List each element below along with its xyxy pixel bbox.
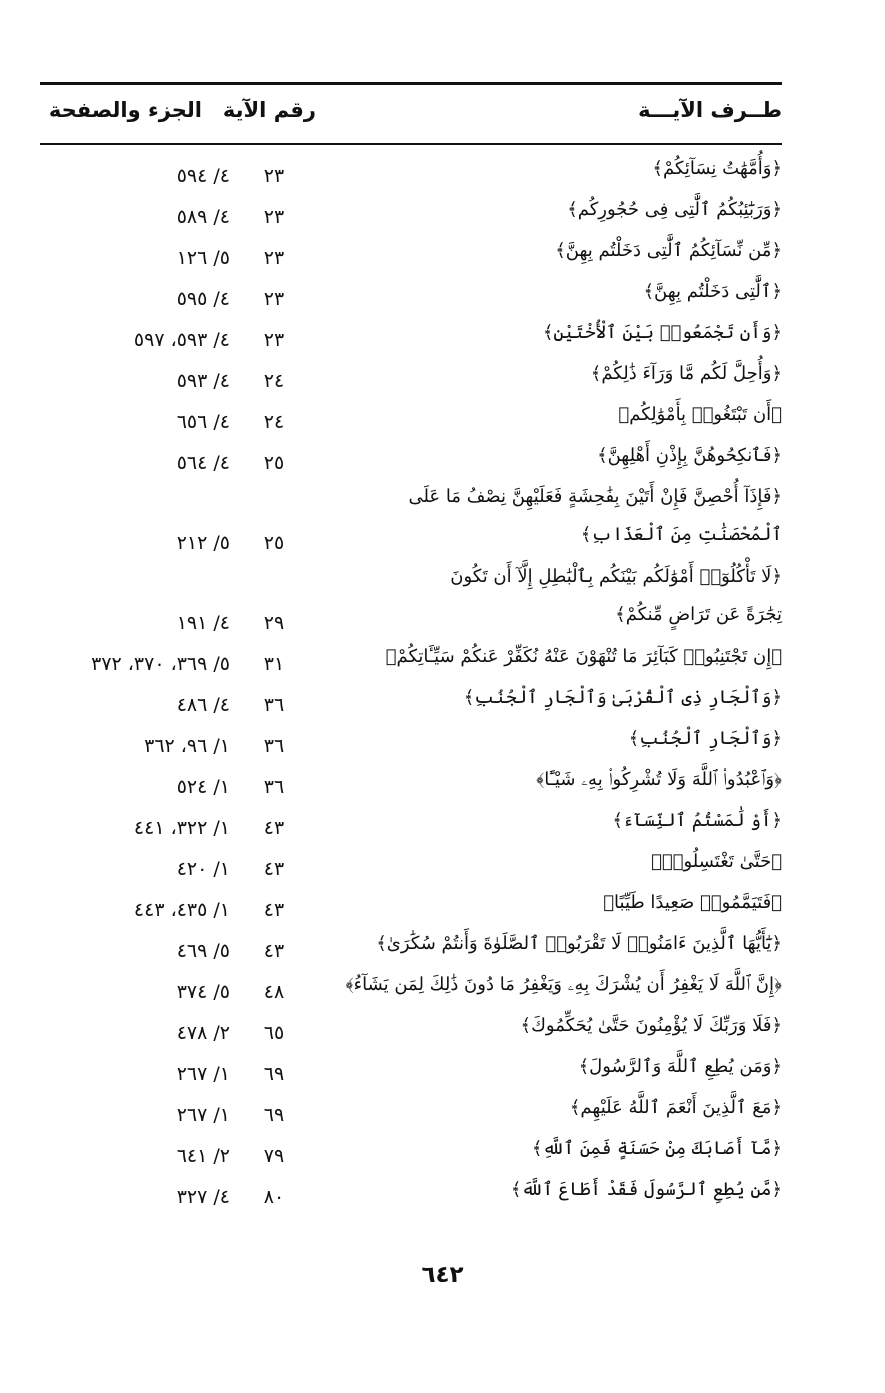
verse-number: ٢٤ bbox=[263, 411, 285, 433]
volume-page-reference: ٤/ ٥٩٣ bbox=[176, 370, 230, 392]
table-row bbox=[40, 1089, 782, 1130]
volume-page-reference: ٤/ ٥٨٩ bbox=[176, 206, 230, 228]
verse-number: ٦٩ bbox=[263, 1063, 285, 1085]
volume-page-reference: ١/ ٣٢٢، ٤٤١ bbox=[133, 817, 230, 839]
table-row bbox=[40, 1130, 782, 1171]
verse-line: ﴿وَٱعْبُدُوا۟ ٱللَّهَ وَلَا تُشْرِكُوا۟ بِهِۦ شَيْـًٔا﴾ bbox=[536, 769, 782, 790]
verse-line: ﴿فَلَا وَرَبِّكَ لَا يُؤْمِنُونَ حَتَّىٰ يُحَكِّمُوكَ﴾ bbox=[520, 1015, 782, 1036]
verse-line: ﴿وَأُحِلَّ لَكُم مَّا وَرَآءَ ذَٰلِكُمْ﴾ bbox=[590, 363, 782, 384]
verse-text bbox=[332, 966, 782, 1004]
verse-number: ٢٣ bbox=[263, 165, 285, 187]
verse-text bbox=[332, 925, 782, 963]
volume-page-column-header: الجزء والصفحة bbox=[48, 98, 202, 122]
table-row bbox=[40, 761, 782, 802]
verse-line: ﴿وَٱلْجَارِ ذِى ٱلْقُرْبَىٰ وَٱلْجَارِ ٱلْجُنُبِ﴾ bbox=[463, 687, 782, 708]
volume-page-reference: ٥/ ٣٧٤ bbox=[176, 981, 230, 1003]
verse-index-table bbox=[40, 150, 782, 1212]
verse-line: ﴿وَمَن يُطِعِ ٱللَّهَ وَٱلرَّسُولَ﴾ bbox=[578, 1056, 782, 1077]
verse-line: ﴿وَٱلْجَارِ ٱلْجُنُبِ﴾ bbox=[628, 728, 782, 749]
volume-page-reference: ١/ ٥٢٤ bbox=[176, 776, 230, 798]
verse-text bbox=[332, 761, 782, 799]
verse-text bbox=[332, 355, 782, 393]
volume-page-reference: ٤/ ٣٢٧ bbox=[176, 1186, 230, 1208]
table-row bbox=[40, 273, 782, 314]
verse-number: ٢٤ bbox=[263, 370, 285, 392]
volume-page-reference: ٢/ ٦٤١ bbox=[176, 1145, 230, 1167]
header-rule bbox=[40, 143, 782, 145]
volume-page-reference: ٤/ ٥٩٣، ٥٩٧ bbox=[133, 329, 230, 351]
volume-page-reference: ٤/ ١٩١ bbox=[176, 612, 230, 634]
verse-number: ٦٥ bbox=[263, 1022, 285, 1044]
volume-page-reference: ٤/ ٥٦٤ bbox=[176, 452, 230, 474]
verse-text bbox=[332, 478, 782, 554]
table-row bbox=[40, 802, 782, 843]
verse-text bbox=[332, 1171, 782, 1209]
verse-number: ٢٣ bbox=[263, 329, 285, 351]
verse-text bbox=[332, 232, 782, 270]
volume-page-reference: ٢/ ٤٧٨ bbox=[176, 1022, 230, 1044]
volume-page-reference: ١/ ٤٢٠ bbox=[176, 858, 230, 880]
verse-number: ٢٣ bbox=[263, 288, 285, 310]
verse-text bbox=[332, 1089, 782, 1127]
table-row bbox=[40, 884, 782, 925]
table-row bbox=[40, 558, 782, 638]
verse-line: ﴿يَٰٓأَيُّهَا ٱلَّذِينَ ءَامَنُوا۟ لَا تَقْرَبُوا۟ ٱلصَّلَوٰةَ وَأَنتُمْ سُكَٰرَىٰ﴾ bbox=[376, 933, 782, 954]
verse-line: تِجَٰرَةً عَن تَرَاضٍ مِّنكُمْ﴾ bbox=[615, 604, 782, 625]
volume-page-reference: ١/ ٢٦٧ bbox=[176, 1104, 230, 1126]
top-rule bbox=[40, 82, 782, 85]
verse-text bbox=[332, 1007, 782, 1045]
verse-number: ٦٩ bbox=[263, 1104, 285, 1126]
verse-text bbox=[332, 1048, 782, 1086]
volume-page-reference: ٥/ ٣٦٩، ٣٧٠، ٣٧٢ bbox=[91, 653, 230, 675]
verse-text bbox=[332, 679, 782, 717]
verse-line: ﴿وَرَبَٰٓئِبُكُمُ ٱلَّٰتِى فِى حُجُورِكُم﴾ bbox=[567, 199, 782, 220]
table-row bbox=[40, 679, 782, 720]
verse-text bbox=[332, 638, 782, 676]
verse-text bbox=[332, 802, 782, 840]
verse-line: ﴿مِّن نِّسَآئِكُمُ ٱلَّٰتِى دَخَلْتُم بِهِنَّ﴾ bbox=[555, 240, 782, 261]
verse-text bbox=[332, 191, 782, 229]
verse-text bbox=[332, 314, 782, 352]
verse-line: ﴿أَن تَبْتَغُوا۟ بِأَمْوَٰلِكُم﴾ bbox=[618, 404, 782, 425]
table-row bbox=[40, 638, 782, 679]
volume-page-reference: ٥/ ١٢٦ bbox=[176, 247, 230, 269]
verse-number: ٢٣ bbox=[263, 247, 285, 269]
verse-text bbox=[332, 273, 782, 311]
verse-number: ٤٣ bbox=[263, 899, 285, 921]
verse-number: ٣٦ bbox=[263, 694, 285, 716]
table-row bbox=[40, 1048, 782, 1089]
verse-line: ﴿فَتَيَمَّمُوا۟ صَعِيدًا طَيِّبًا﴾ bbox=[603, 892, 782, 913]
verse-line: ﴿وَأُمَّهَٰتُ نِسَآئِكُمْ﴾ bbox=[652, 158, 782, 179]
verse-line: ٱلْمُحْصَنَٰتِ مِنَ ٱلْعَذَابِ﴾ bbox=[580, 524, 782, 545]
volume-page-reference: ٥/ ٢١٢ bbox=[176, 532, 230, 554]
verse-number: ٣٦ bbox=[263, 776, 285, 798]
verse-text bbox=[332, 843, 782, 881]
verse-line: ﴿حَتَّىٰ تَغْتَسِلُوا۟﴾ bbox=[651, 851, 782, 872]
table-row bbox=[40, 843, 782, 884]
verse-column-header: طــرف الآيـــة bbox=[638, 98, 782, 122]
volume-page-reference: ٤/ ٤٨٦ bbox=[176, 694, 230, 716]
table-row bbox=[40, 1171, 782, 1212]
verse-number: ٧٩ bbox=[263, 1145, 285, 1167]
table-row bbox=[40, 191, 782, 232]
verse-text bbox=[332, 558, 782, 634]
volume-page-reference: ١/ ٤٣٥، ٤٤٣ bbox=[133, 899, 230, 921]
table-row bbox=[40, 396, 782, 437]
verse-line: ﴿مَّآ أَصَابَكَ مِنْ حَسَنَةٍ فَمِنَ ٱللَّهِ﴾ bbox=[531, 1138, 782, 1159]
verse-line: ﴿إِن تَجْتَنِبُوا۟ كَبَآئِرَ مَا تُنْهَوْنَ عَنْهُ نُكَفِّرْ عَنكُمْ سَيِّـَٔاتِكُمْ﴾ bbox=[385, 646, 782, 667]
table-row bbox=[40, 314, 782, 355]
verse-line: ﴿إِنَّ ٱللَّهَ لَا يَغْفِرُ أَن يُشْرَكَ بِهِۦ وَيَغْفِرُ مَا دُونَ ذَٰلِكَ لِمَن يَشَآءُ﴾ bbox=[345, 974, 782, 995]
page-number: ٦٤٢ bbox=[421, 1262, 464, 1288]
verse-text bbox=[332, 396, 782, 434]
verse-line: ﴿لَا تَأْكُلُوٓا۟ أَمْوَٰلَكُم بَيْنَكُم بِٱلْبَٰطِلِ إِلَّآ أَن تَكُونَ bbox=[450, 566, 782, 587]
table-row bbox=[40, 437, 782, 478]
verse-line: ﴿فَٱنكِحُوهُنَّ بِإِذْنِ أَهْلِهِنَّ﴾ bbox=[597, 445, 782, 466]
volume-page-reference: ١/ ٢٦٧ bbox=[176, 1063, 230, 1085]
verse-text bbox=[332, 150, 782, 188]
verse-text bbox=[332, 884, 782, 922]
table-row bbox=[40, 150, 782, 191]
verse-number: ٨٠ bbox=[263, 1186, 285, 1208]
verse-number: ٢٥ bbox=[263, 452, 285, 474]
verse-number: ٣١ bbox=[263, 653, 285, 675]
verse-number: ٤٣ bbox=[263, 940, 285, 962]
volume-page-reference: ٥/ ٤٦٩ bbox=[176, 940, 230, 962]
verse-line: ﴿ٱلَّٰتِى دَخَلْتُم بِهِنَّ﴾ bbox=[643, 281, 782, 302]
table-row bbox=[40, 1007, 782, 1048]
verse-number: ٢٥ bbox=[263, 532, 285, 554]
verse-text bbox=[332, 437, 782, 475]
verse-number: ٢٩ bbox=[263, 612, 285, 634]
volume-page-reference: ٤/ ٦٥٦ bbox=[176, 411, 230, 433]
verse-number-column-header: رقم الآية bbox=[222, 98, 316, 122]
table-row bbox=[40, 966, 782, 1007]
table-row bbox=[40, 232, 782, 273]
volume-page-reference: ١/ ٩٦، ٣٦٢ bbox=[144, 735, 230, 757]
verse-line: ﴿وَأَن تَجْمَعُوا۟ بَيْنَ ٱلْأُخْتَيْنِ﴾ bbox=[542, 322, 782, 343]
verse-line: ﴿مَعَ ٱلَّذِينَ أَنْعَمَ ٱللَّهُ عَلَيْهِم﴾ bbox=[569, 1097, 782, 1118]
table-row bbox=[40, 478, 782, 558]
volume-page-reference: ٤/ ٥٩٤ bbox=[176, 165, 230, 187]
table-row bbox=[40, 355, 782, 396]
verse-text bbox=[332, 1130, 782, 1168]
verse-text bbox=[332, 720, 782, 758]
verse-line: ﴿مَّن يُطِعِ ٱلرَّسُولَ فَقَدْ أَطَاعَ ٱللَّهَ﴾ bbox=[510, 1179, 782, 1200]
table-row bbox=[40, 720, 782, 761]
verse-line: ﴿أَوْ لَٰمَسْتُمُ ٱلنِّسَآءَ﴾ bbox=[612, 810, 782, 831]
verse-number: ٤٨ bbox=[263, 981, 285, 1003]
verse-number: ٣٦ bbox=[263, 735, 285, 757]
volume-page-reference: ٤/ ٥٩٥ bbox=[176, 288, 230, 310]
verse-number: ٤٣ bbox=[263, 858, 285, 880]
verse-line: ﴿فَإِذَآ أُحْصِنَّ فَإِنْ أَتَيْنَ بِفَٰحِشَةٍ فَعَلَيْهِنَّ نِصْفُ مَا عَلَى bbox=[408, 486, 782, 507]
verse-number: ٤٣ bbox=[263, 817, 285, 839]
verse-number: ٢٣ bbox=[263, 206, 285, 228]
table-row bbox=[40, 925, 782, 966]
